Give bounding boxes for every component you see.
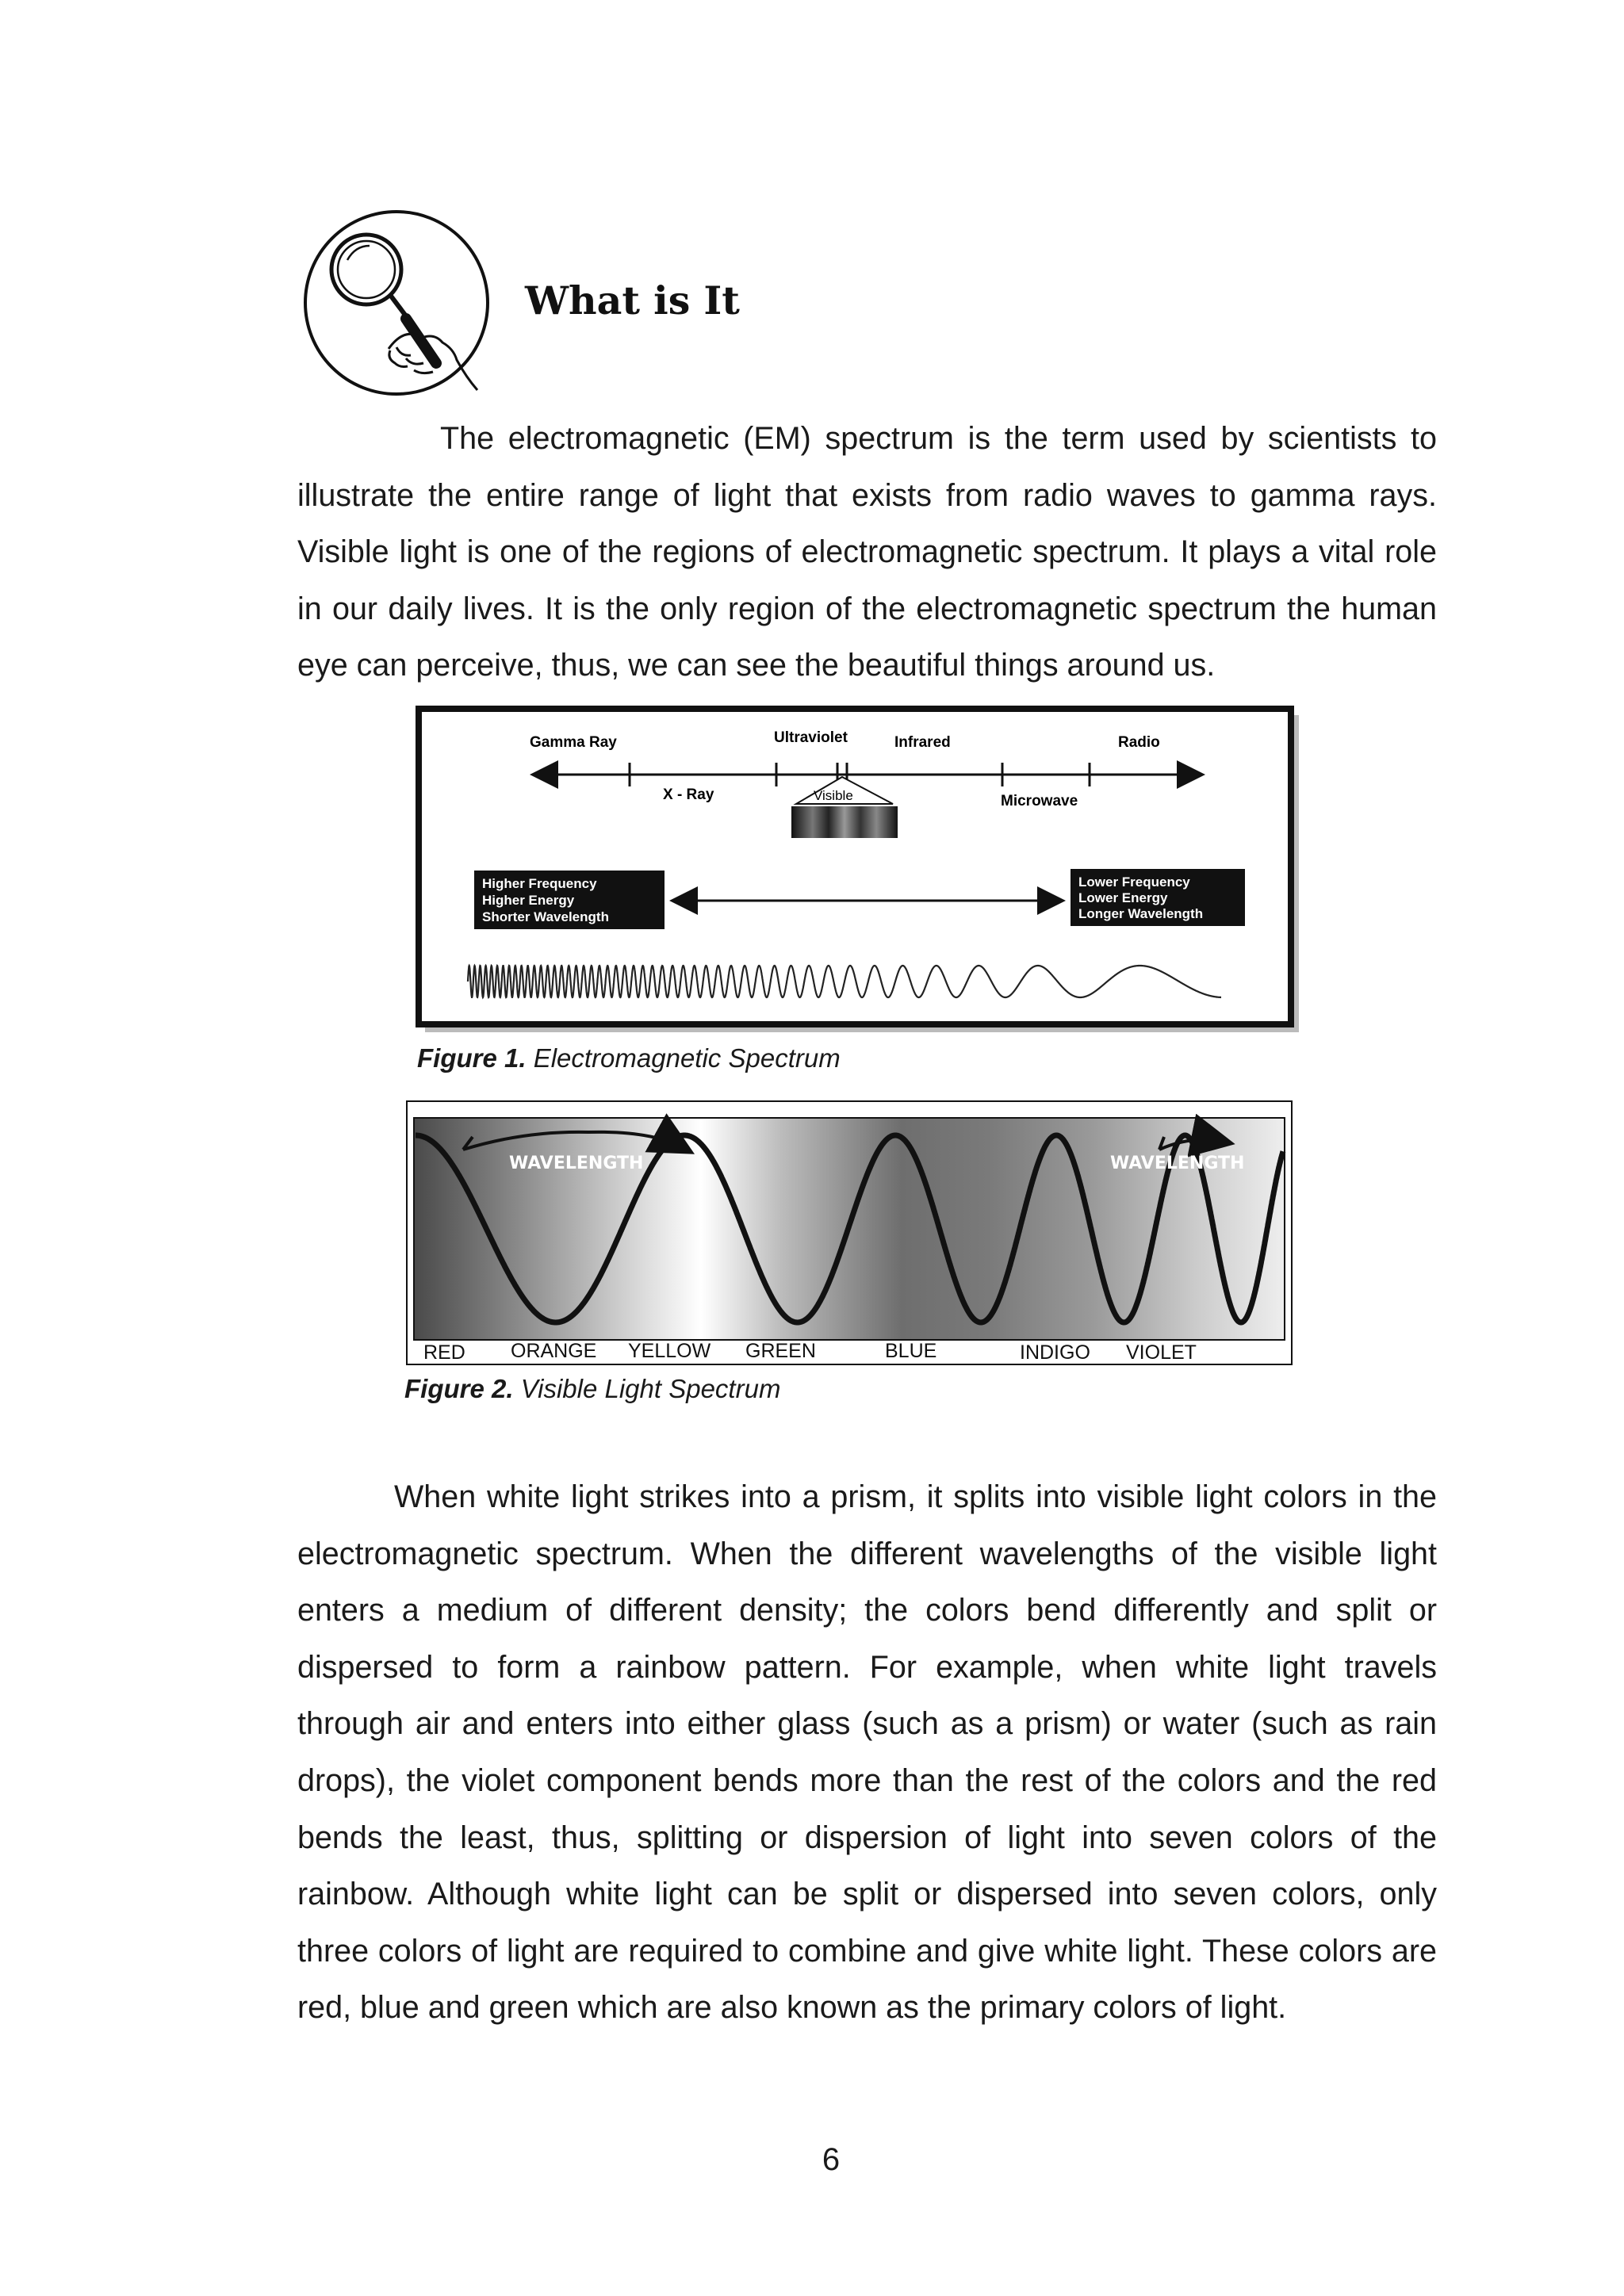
label-ultraviolet: Ultraviolet [774,729,848,746]
left-box-line-2: Higher Energy [482,893,575,908]
magnifying-glass-icon [295,208,500,398]
label-infrared: Infrared [894,734,951,751]
left-box-line-3: Shorter Wavelength [482,909,609,924]
right-box-line-3: Longer Wavelength [1078,906,1204,921]
figure-1-caption-number: Figure 1. [417,1043,527,1073]
body-paragraph-2 [297,1469,1437,2037]
right-box-line-1: Lower Frequency [1078,874,1190,890]
visible-band [791,806,898,838]
label-xray: X - Ray [663,786,714,803]
color-label-red: RED [423,1341,465,1364]
wavelength-label-right: WAVELENGTH [1110,1154,1245,1173]
figure-2-caption-text: Visible Light Spectrum [520,1374,781,1403]
color-label-indigo: INDIGO [1020,1341,1090,1364]
label-radio: Radio [1118,734,1160,751]
color-label-green: GREEN [745,1340,816,1362]
figure-1-caption-text: Electromagnetic Spectrum [533,1043,841,1073]
color-label-orange: ORANGE [511,1340,597,1362]
paragraph-2-text: When white light strikes into a prism, it splits into visible light colors in the electromagnetic spectrum. When the different wavelengths of the visible light enters a medium of different density; the colors bend differently and split or dispersed to form a rainbow pattern. For example, when white light travels through air and enters into either glass (such as a prism) or water (such as rain drops), the violet component bends more than the rest of the colors and the red bends the least, thus, splitting or dispersion of light into seven colors of the rainbow. Although white light can be split or dispersed into seven colors, only three colors of light are required to combine and give white light. These colors are red, blue and green which are also known as the primary colors of light. [297,1479,1437,2026]
figure-1-caption [417,1043,841,1073]
color-label-blue: BLUE [885,1340,937,1362]
color-label-violet: VIOLET [1126,1341,1197,1364]
right-box-line-2: Lower Energy [1078,890,1168,905]
label-gamma-ray: Gamma Ray [530,734,617,751]
left-box-line-1: Higher Frequency [482,876,597,891]
figure-2-caption [404,1374,780,1404]
label-visible: Visible [814,788,853,803]
figure-1-em-spectrum [416,706,1302,1035]
figure-2-visible-spectrum [406,1100,1294,1367]
section-title: What is It [525,277,740,323]
page-number: 6 [822,2142,841,2177]
wavelength-label-left: WAVELENGTH [509,1154,644,1173]
figure-2-caption-number: Figure 2. [404,1374,514,1403]
label-microwave: Microwave [1001,793,1078,809]
paragraph-1-text: The electromagnetic (EM) spectrum is the term used by scientists to illustrate the entire range of light that exists from radio waves to gamma rays. Visible light is one of the regions of electromagnetic spectrum. It plays a vital role in our daily lives. It is the only region of the electromagnetic spectrum the human eye can perceive, thus, we can see the beautiful things around us. [297,421,1437,683]
color-label-yellow: YELLOW [628,1340,711,1362]
body-paragraph-1 [297,411,1437,695]
